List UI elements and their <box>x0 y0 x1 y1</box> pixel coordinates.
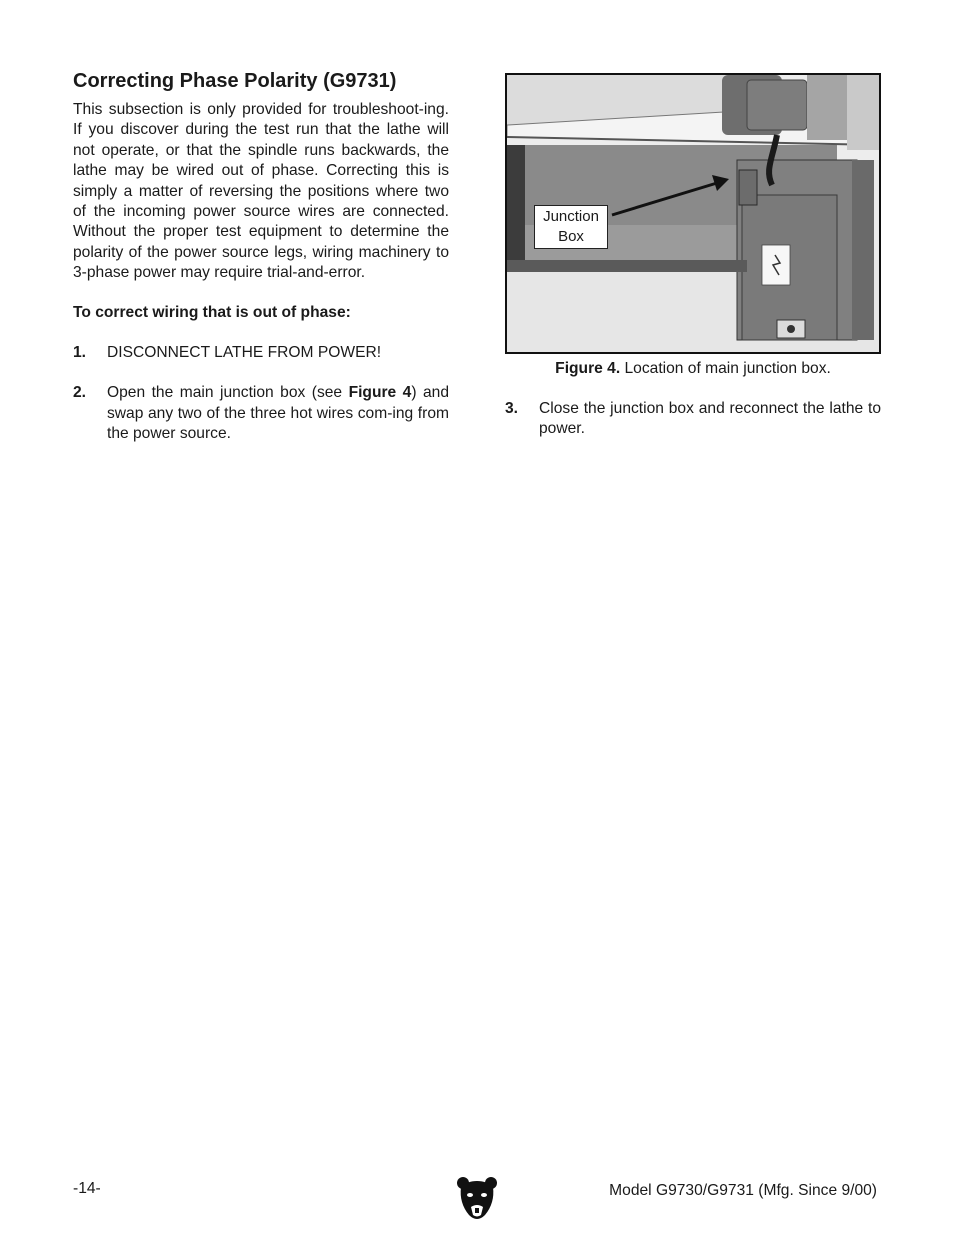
right-column <box>505 73 881 440</box>
step-number: 2. <box>73 384 87 402</box>
model-footer: Model G9730/G9731 (Mfg. Since 9/00) <box>609 1182 877 1199</box>
figure-caption <box>505 359 881 379</box>
callout-line-1: Junction <box>543 208 599 225</box>
step-text: DISCONNECT LATHE FROM POWER! <box>107 344 382 362</box>
caption-label: Figure 4. <box>555 360 621 377</box>
figure-photo <box>505 73 881 354</box>
step-text: Close the junction box and reconnect the lathe to power. <box>539 400 881 438</box>
left-column <box>73 68 449 445</box>
step-text <box>107 383 449 444</box>
section-title: Correcting Phase Polarity (G9731) <box>73 70 397 92</box>
step-text-after: ) and swap any two of the three hot wires com-ing from the power source. <box>107 384 450 443</box>
callout-line-2: Box <box>558 228 584 245</box>
step-text-before: Open the main junction box (see <box>107 384 349 402</box>
step-1 <box>73 343 449 363</box>
figure-reference: Figure 4 <box>348 384 412 402</box>
step-number: 1. <box>73 344 87 362</box>
caption-text: Location of main junction box. <box>620 360 831 377</box>
intro-paragraph: This subsection is only provided for troubleshoot-ing. If you discover during the test run that the lathe will not operate, or that the spindle runs backwards, the lathe may be wired out of phase. Correcting this is simply a matter of reversing the positions where two of the incoming power source wires are connected. Without the proper test equipment to determine the polarity of the power source legs, wiring machinery to 3-phase power may require trial-and-error. <box>73 101 449 282</box>
page-number: -14- <box>73 1180 101 1197</box>
bear-logo-icon <box>457 1175 497 1223</box>
junction-box-callout <box>534 205 608 249</box>
procedure-heading: To correct wiring that is out of phase: <box>73 303 351 321</box>
step-2 <box>73 383 449 444</box>
step-number: 3. <box>505 400 519 417</box>
step-3 <box>505 399 881 440</box>
